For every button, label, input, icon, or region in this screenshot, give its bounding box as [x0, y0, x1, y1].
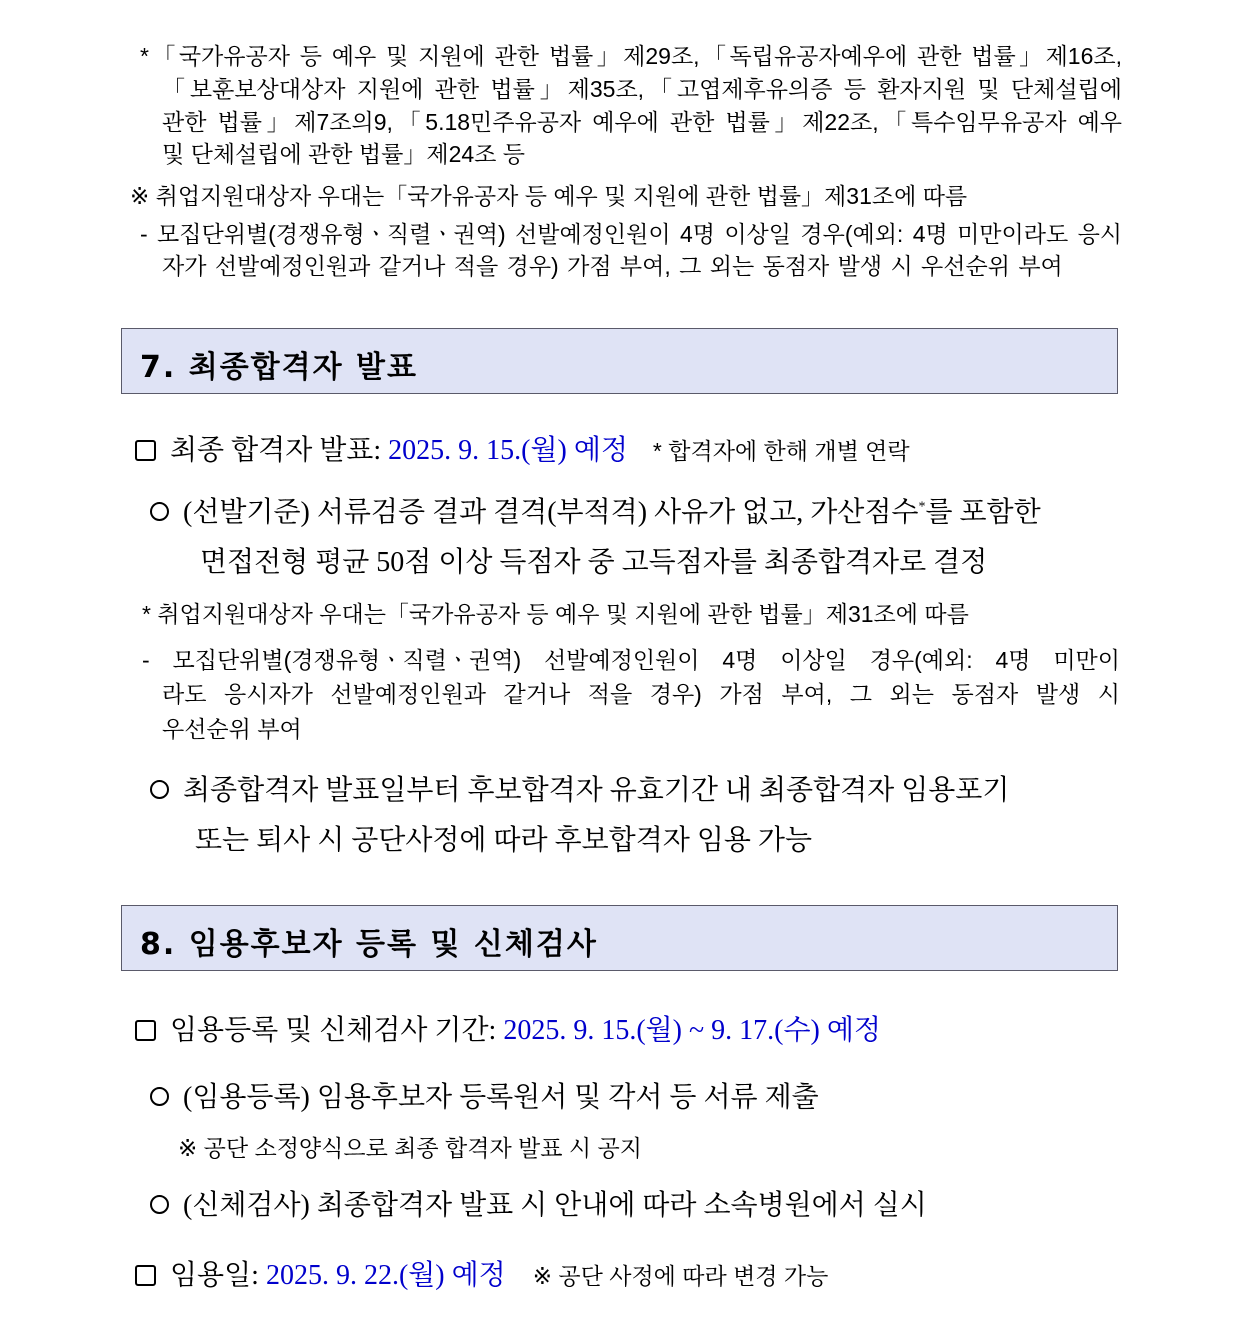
checkbox-square-icon [135, 440, 156, 461]
physical-exam-text: (신체검사) 최종합격자 발표 시 안내에 따라 소속병원에서 실시 [183, 1190, 927, 1221]
checkbox-square-icon [135, 1265, 156, 1286]
registration-period-date: 2025. 9. 15.(월) ~ 9. 17.(수) 예정 [503, 1015, 881, 1046]
reserve-candidate-line-1 [150, 768, 1009, 808]
bonus-condition-line-2: 자가 선발예정인원과 같거나 적을 경우) 가점 부여, 그 외는 동점자 발생 시 우선순위 부여 [162, 253, 1063, 279]
section-7-veteran-note: * 취업지원대상자 우대는「국가유공자 등 예우 및 지원에 관한 법률」제31조에 따름 [142, 601, 969, 627]
final-announcement-date: 2025. 9. 15.(월) 예정 [388, 435, 628, 466]
selection-criteria-line-2: 면접전형 평균 50점 이상 득점자 중 고득점자를 최종합격자로 결정 [200, 547, 988, 578]
physical-exam-line [150, 1183, 927, 1223]
veteran-preference-note: ※ 취업지원대상자 우대는「국가유공자 등 예우 및 지원에 관한 법률」제31조에 따름 [130, 183, 968, 209]
law-reference-line-4: 및 단체설립에 관한 법률」제24조 등 [162, 141, 525, 167]
section-7-bonus-line-3: 우선순위 부여 [162, 716, 302, 742]
reserve-candidate-text-1: 최종합격자 발표일부터 후보합격자 유효기간 내 최종합격자 임용포기 [183, 775, 1010, 806]
circle-bullet-icon [150, 1087, 169, 1106]
bonus-condition-line-1: - 모집단위별(경쟁유형ㆍ직렬ㆍ권역) 선발예정인원이 4명 이상일 경우(예외: 4명 미만이라도 응시 [140, 221, 1122, 247]
circle-bullet-icon [150, 502, 169, 521]
registration-period-item [135, 1008, 881, 1048]
section-8-heading-box [121, 905, 1118, 971]
appointment-date-item [135, 1253, 828, 1293]
appointment-date-label: 임용일: [170, 1260, 259, 1291]
final-announcement-label: 최종 합격자 발표: [170, 435, 382, 466]
selection-criteria-text-b: 를 포함한 [925, 497, 1041, 528]
checkbox-square-icon [135, 1020, 156, 1041]
reserve-candidate-line-2: 또는 퇴사 시 공단사정에 따라 후보합격자 임용 가능 [195, 825, 813, 856]
law-reference-line-2: 「보훈보상대상자 지원에 관한 법률」제35조,「고엽제후유의증 등 환자지원 및 단체설립에 [162, 76, 1122, 102]
registration-text: (임용등록) 임용후보자 등록원서 및 각서 등 서류 제출 [183, 1082, 819, 1113]
selection-criteria-line-1 [150, 490, 1041, 530]
section-7-bonus-line-2: 라도 응시자가 선발예정인원과 같거나 적을 경우) 가점 부여, 그 외는 동점자 발생 시 [162, 681, 1120, 707]
section-8-heading: 8. 임용후보자 등록 및 신체검사 [140, 927, 598, 962]
registration-period-label: 임용등록 및 신체검사 기간: [170, 1015, 497, 1046]
circle-bullet-icon [150, 1195, 169, 1214]
appointment-date-note: ※ 공단 사정에 따라 변경 가능 [532, 1263, 829, 1289]
appointment-date-value: 2025. 9. 22.(월) 예정 [265, 1260, 506, 1291]
registration-line [150, 1075, 819, 1115]
asterisk-footnote-mark: * [918, 499, 926, 515]
registration-note: ※ 공단 소정양식으로 최종 합격자 발표 시 공지 [178, 1135, 642, 1161]
section-7-heading: 7. 최종합격자 발표 [140, 350, 419, 385]
final-announcement-item [135, 428, 910, 468]
circle-bullet-icon [150, 780, 169, 799]
law-reference-line-3: 관한 법률」제7조의9,「5.18민주유공자 예우에 관한 법률」제22조,「특수임무유공자 예우 [162, 109, 1122, 135]
final-announcement-note: * 합격자에 한해 개별 연락 [652, 438, 910, 464]
selection-criteria-text-a: (선발기준) 서류검증 결과 결격(부적격) 사유가 없고, 가산점수 [183, 497, 919, 528]
section-7-bonus-line-1: - 모집단위별(경쟁유형ㆍ직렬ㆍ권역) 선발예정인원이 4명 이상일 경우(예외: 4명 미만이 [142, 647, 1120, 673]
law-reference-line-1: *「국가유공자 등 예우 및 지원에 관한 법률」제29조,「독립유공자예우에 관한 법률」제16조, [140, 43, 1122, 69]
section-7-heading-box [121, 328, 1118, 394]
